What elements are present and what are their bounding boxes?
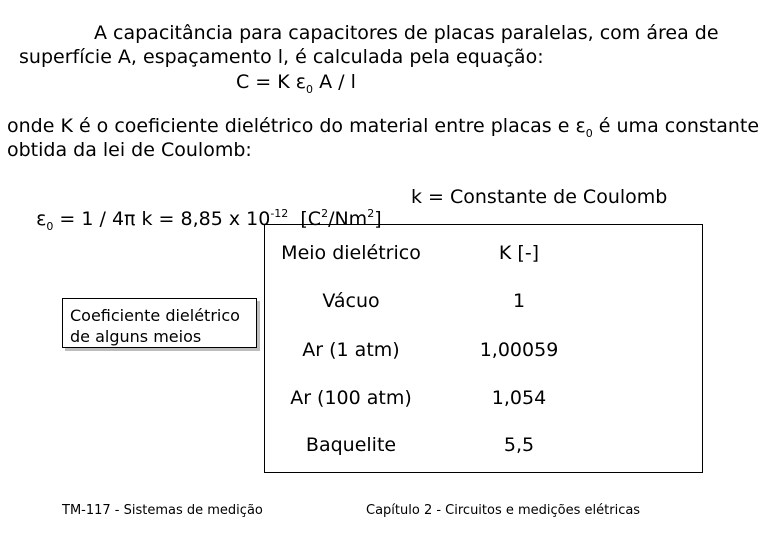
capacitance-equation	[236, 71, 356, 96]
intro-line-1: A capacitância para capacitores de placas paralelas, com área de	[94, 22, 719, 44]
formula-unit-a: [C	[288, 208, 322, 230]
table-cell-medium: Ar (100 atm)	[290, 387, 412, 409]
description-line-2: obtida da lei de Coulomb:	[7, 139, 252, 161]
description-text-a: onde K é o coeficiente dielétrico do material entre placas e ε	[7, 115, 586, 137]
table-cell-k: 1,054	[491, 387, 547, 409]
dielectric-table	[264, 224, 703, 473]
formula-body: = 1 / 4π k = 8,85 x 10	[53, 208, 271, 230]
callout-line-1: Coeficiente dielétrico	[70, 306, 240, 325]
table-header-medium: Meio dielétrico	[281, 242, 421, 264]
description-subscript: 0	[585, 127, 593, 140]
formula-exponent: -12	[270, 207, 289, 220]
intro-line-2: superfície A, espaçamento l, é calculada pela equação:	[19, 46, 544, 68]
formula-subscript: 0	[46, 220, 54, 233]
table-cell-medium: Ar (1 atm)	[302, 339, 400, 361]
equation-subscript: 0	[306, 83, 314, 96]
formula-unit-b: /Nm	[328, 208, 368, 230]
table-header-k: K [-]	[498, 242, 540, 264]
table-cell-k: 1	[512, 290, 526, 312]
formula-unit-sup-1: 2	[321, 207, 329, 220]
table-cell-medium: Baquelite	[305, 434, 397, 456]
table-cell-medium: Vácuo	[322, 290, 380, 312]
description-text-b: é uma constante	[592, 115, 759, 137]
description-line-1	[7, 115, 759, 140]
formula-unit-c: ]	[374, 208, 382, 230]
callout-line-2: de alguns meios	[70, 327, 202, 346]
table-cell-k: 1,00059	[479, 339, 559, 361]
table-cell-k: 5,5	[503, 434, 535, 456]
footer-right: Capítulo 2 - Circuitos e medições elétricas	[366, 503, 641, 518]
equation-right: A / l	[313, 71, 356, 93]
formula-epsilon: ε	[36, 208, 47, 230]
formula-unit-sup-2: 2	[367, 207, 375, 220]
footer-left: TM-117 - Sistemas de medição	[62, 503, 263, 518]
equation-left: C = K ε	[236, 71, 307, 93]
coulomb-constant-note: k = Constante de Coulomb	[411, 186, 668, 208]
callout-box	[62, 298, 257, 348]
